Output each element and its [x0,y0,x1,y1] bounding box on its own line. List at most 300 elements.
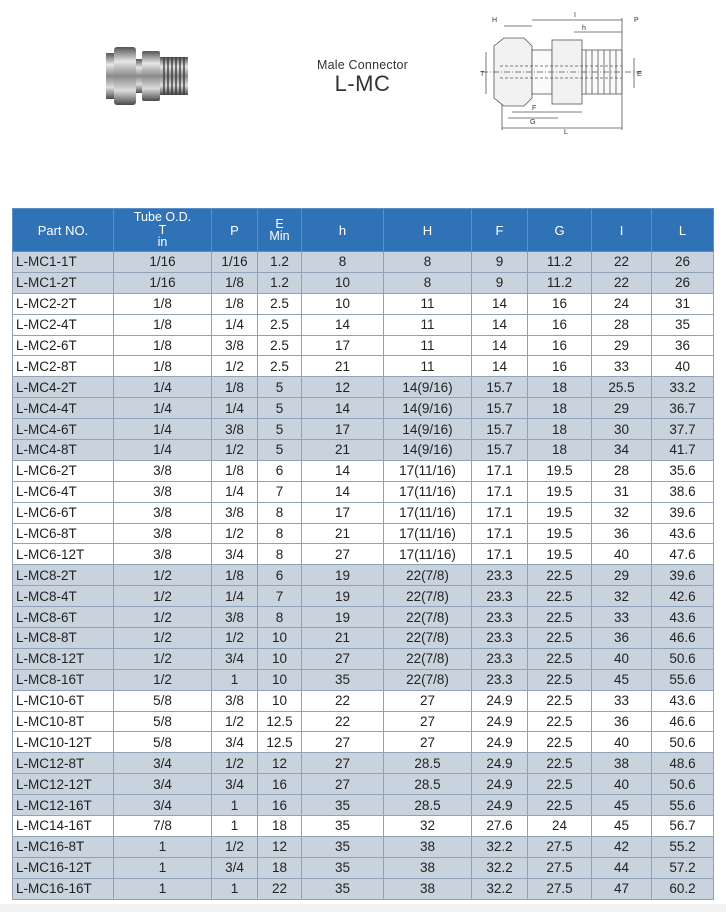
cell-tube-od: 1/8 [114,356,212,377]
cell-h-small: 35 [302,816,384,837]
cell-h-small: 35 [302,836,384,857]
cell-g: 16 [528,293,592,314]
table-row [13,440,714,461]
header-l: L [652,209,714,252]
cell-h-big: 22(7/8) [384,628,472,649]
cell-g: 22.5 [528,690,592,711]
cell-part-no: L-MC2-6T [13,335,114,356]
cell-part-no: L-MC2-8T [13,356,114,377]
cell-e-min: 7 [258,481,302,502]
table-row [13,669,714,690]
cell-f: 24.9 [472,774,528,795]
cell-part-no: L-MC8-8T [13,628,114,649]
cell-g: 22.5 [528,732,592,753]
cell-h-small: 17 [302,335,384,356]
drawing-label-I: I [574,12,576,19]
cell-l: 43.6 [652,690,714,711]
cell-h-small: 21 [302,356,384,377]
cell-part-no: L-MC6-6T [13,502,114,523]
cell-i: 34 [592,440,652,461]
table-row [13,481,714,502]
cell-g: 19.5 [528,523,592,544]
cell-l: 33.2 [652,377,714,398]
cell-f: 14 [472,335,528,356]
cell-l: 55.6 [652,669,714,690]
cell-i: 42 [592,836,652,857]
cell-e-min: 6 [258,565,302,586]
cell-h-big: 8 [384,272,472,293]
cell-g: 22.5 [528,753,592,774]
cell-tube-od: 1/2 [114,607,212,628]
table-row [13,377,714,398]
cell-part-no: L-MC12-16T [13,795,114,816]
cell-e-min: 5 [258,377,302,398]
cell-g: 18 [528,398,592,419]
cell-f: 14 [472,293,528,314]
cell-l: 36 [652,335,714,356]
cell-h-big: 32 [384,816,472,837]
header-e-line1: E [275,216,284,231]
product-model: L-MC [334,71,391,96]
cell-h-big: 11 [384,293,472,314]
cell-g: 22.5 [528,774,592,795]
cell-f: 15.7 [472,398,528,419]
cell-f: 24.9 [472,690,528,711]
cell-g: 27.5 [528,836,592,857]
cell-p: 3/8 [212,690,258,711]
table-row [13,607,714,628]
cell-h-big: 27 [384,711,472,732]
cell-p: 1/2 [212,628,258,649]
cell-part-no: L-MC12-12T [13,774,114,795]
cell-p: 3/8 [212,335,258,356]
cell-h-small: 14 [302,398,384,419]
cell-f: 17.1 [472,544,528,565]
cell-g: 11.2 [528,252,592,273]
cell-g: 22.5 [528,628,592,649]
cell-p: 1/2 [212,836,258,857]
cell-e-min: 10 [258,628,302,649]
table-row [13,272,714,293]
cell-tube-od: 1/4 [114,398,212,419]
cell-l: 37.7 [652,419,714,440]
table-row [13,836,714,857]
cell-e-min: 2.5 [258,314,302,335]
cell-part-no: L-MC4-4T [13,398,114,419]
cell-f: 24.9 [472,795,528,816]
cell-tube-od: 1 [114,878,212,899]
cell-i: 32 [592,502,652,523]
cell-l: 57.2 [652,857,714,878]
cell-e-min: 12.5 [258,711,302,732]
cell-h-big: 22(7/8) [384,565,472,586]
table-row [13,314,714,335]
cell-h-small: 19 [302,565,384,586]
cell-e-min: 8 [258,523,302,544]
cell-i: 24 [592,293,652,314]
cell-p: 1/16 [212,252,258,273]
cell-h-big: 17(11/16) [384,544,472,565]
table-header-row [13,209,714,252]
table-row [13,252,714,273]
table-row [13,523,714,544]
cell-f: 17.1 [472,502,528,523]
cell-i: 33 [592,690,652,711]
cell-tube-od: 1/2 [114,648,212,669]
cell-tube-od: 1/4 [114,377,212,398]
cell-f: 23.3 [472,607,528,628]
cell-h-big: 8 [384,252,472,273]
cell-i: 36 [592,523,652,544]
cell-p: 1 [212,878,258,899]
cell-l: 50.6 [652,732,714,753]
cell-i: 33 [592,607,652,628]
cell-l: 38.6 [652,481,714,502]
cell-tube-od: 1/16 [114,252,212,273]
cell-p: 3/4 [212,648,258,669]
cell-tube-od: 5/8 [114,690,212,711]
cell-h-small: 14 [302,460,384,481]
cell-tube-od: 3/8 [114,523,212,544]
cell-h-big: 11 [384,335,472,356]
cell-p: 3/4 [212,544,258,565]
cell-e-min: 10 [258,690,302,711]
cell-p: 1/8 [212,272,258,293]
spec-table-body [13,252,714,900]
cell-f: 15.7 [472,419,528,440]
cell-p: 1/2 [212,753,258,774]
cell-i: 44 [592,857,652,878]
cell-h-small: 27 [302,732,384,753]
header-p: P [212,209,258,252]
cell-h-small: 35 [302,857,384,878]
cell-l: 39.6 [652,502,714,523]
table-row [13,628,714,649]
cell-h-big: 38 [384,836,472,857]
cell-p: 3/8 [212,607,258,628]
cell-p: 1/8 [212,565,258,586]
cell-i: 40 [592,648,652,669]
cell-e-min: 2.5 [258,356,302,377]
cell-i: 30 [592,419,652,440]
cell-h-big: 22(7/8) [384,648,472,669]
cell-tube-od: 1/2 [114,565,212,586]
header-i: I [592,209,652,252]
cell-part-no: L-MC4-8T [13,440,114,461]
drawing-label-L: L [564,129,568,136]
cell-tube-od: 1 [114,857,212,878]
cell-h-small: 8 [302,252,384,273]
cell-tube-od: 5/8 [114,732,212,753]
cell-part-no: L-MC12-8T [13,753,114,774]
cell-g: 16 [528,356,592,377]
cell-f: 17.1 [472,460,528,481]
cell-p: 1 [212,795,258,816]
cell-h-small: 14 [302,481,384,502]
cell-tube-od: 3/8 [114,502,212,523]
cell-h-small: 21 [302,523,384,544]
cell-p: 1/2 [212,356,258,377]
cell-g: 22.5 [528,586,592,607]
cell-e-min: 7 [258,586,302,607]
cell-i: 36 [592,711,652,732]
cell-part-no: L-MC6-4T [13,481,114,502]
cell-f: 27.6 [472,816,528,837]
cell-p: 3/4 [212,732,258,753]
header-e-line2: Min [269,229,290,243]
table-row [13,878,714,899]
cell-l: 50.6 [652,774,714,795]
cell-part-no: L-MC8-6T [13,607,114,628]
cell-f: 32.2 [472,857,528,878]
cell-l: 50.6 [652,648,714,669]
header-h-small: h [302,209,384,252]
cell-h-big: 38 [384,857,472,878]
cell-tube-od: 3/8 [114,481,212,502]
cell-e-min: 1.2 [258,272,302,293]
cell-i: 28 [592,314,652,335]
cell-tube-od: 1/4 [114,419,212,440]
cell-f: 24.9 [472,732,528,753]
cell-g: 18 [528,419,592,440]
cell-tube-od: 1/2 [114,669,212,690]
cell-tube-od: 1/8 [114,293,212,314]
cell-f: 23.3 [472,669,528,690]
cell-i: 45 [592,816,652,837]
cell-g: 19.5 [528,544,592,565]
cell-h-small: 19 [302,607,384,628]
table-row [13,816,714,837]
product-title-block [300,58,425,97]
cell-l: 26 [652,252,714,273]
cell-h-small: 22 [302,690,384,711]
cell-tube-od: 3/4 [114,774,212,795]
cell-e-min: 18 [258,857,302,878]
cell-i: 40 [592,544,652,565]
cell-h-small: 14 [302,314,384,335]
cell-g: 22.5 [528,607,592,628]
cell-l: 46.6 [652,628,714,649]
cell-e-min: 1.2 [258,252,302,273]
cell-g: 19.5 [528,481,592,502]
table-row [13,774,714,795]
table-row [13,857,714,878]
cell-tube-od: 3/4 [114,795,212,816]
cell-part-no: L-MC6-8T [13,523,114,544]
cell-f: 23.3 [472,648,528,669]
cell-e-min: 8 [258,502,302,523]
cell-l: 55.2 [652,836,714,857]
cell-tube-od: 1/2 [114,586,212,607]
cell-part-no: L-MC16-16T [13,878,114,899]
cell-g: 16 [528,335,592,356]
cell-f: 9 [472,272,528,293]
cell-g: 11.2 [528,272,592,293]
cell-i: 29 [592,565,652,586]
cell-i: 47 [592,878,652,899]
cell-h-small: 21 [302,440,384,461]
cell-e-min: 16 [258,795,302,816]
cell-f: 17.1 [472,523,528,544]
cell-part-no: L-MC6-12T [13,544,114,565]
cell-f: 23.3 [472,586,528,607]
cell-e-min: 2.5 [258,335,302,356]
cell-i: 32 [592,586,652,607]
cell-h-big: 17(11/16) [384,481,472,502]
cell-g: 24 [528,816,592,837]
cell-h-big: 22(7/8) [384,607,472,628]
cell-h-big: 14(9/16) [384,419,472,440]
cell-l: 46.6 [652,711,714,732]
cell-p: 1/4 [212,481,258,502]
cell-e-min: 12 [258,753,302,774]
cell-l: 55.6 [652,795,714,816]
cell-e-min: 2.5 [258,293,302,314]
cell-tube-od: 1/2 [114,628,212,649]
header-tube-od-line3: in [157,235,168,250]
cell-e-min: 12 [258,836,302,857]
cell-h-big: 17(11/16) [384,460,472,481]
table-row [13,690,714,711]
cell-e-min: 5 [258,440,302,461]
cell-i: 25.5 [592,377,652,398]
cell-p: 1/8 [212,377,258,398]
cell-g: 22.5 [528,648,592,669]
cell-h-big: 22(7/8) [384,586,472,607]
cell-p: 1 [212,816,258,837]
cell-p: 1/2 [212,711,258,732]
drawing-label-h: h [582,25,586,32]
product-subtitle: Male Connector [316,58,409,72]
cell-h-small: 19 [302,586,384,607]
cell-h-big: 17(11/16) [384,523,472,544]
cell-g: 27.5 [528,878,592,899]
cell-h-big: 14(9/16) [384,440,472,461]
cell-h-big: 22(7/8) [384,669,472,690]
cell-f: 24.9 [472,711,528,732]
cell-h-small: 27 [302,753,384,774]
cell-i: 22 [592,252,652,273]
cell-i: 40 [592,774,652,795]
cell-i: 31 [592,481,652,502]
cell-i: 33 [592,356,652,377]
cell-i: 29 [592,398,652,419]
cell-f: 23.3 [472,628,528,649]
cell-l: 40 [652,356,714,377]
cell-i: 40 [592,732,652,753]
cell-part-no: L-MC8-12T [13,648,114,669]
cell-e-min: 8 [258,544,302,565]
cell-e-min: 16 [258,774,302,795]
cell-part-no: L-MC6-2T [13,460,114,481]
cell-g: 18 [528,377,592,398]
cell-h-small: 27 [302,774,384,795]
cell-e-min: 5 [258,419,302,440]
cell-h-small: 17 [302,419,384,440]
cell-f: 23.3 [472,565,528,586]
cell-h-small: 35 [302,795,384,816]
cell-p: 1/4 [212,314,258,335]
cell-h-small: 21 [302,628,384,649]
cell-e-min: 12.5 [258,732,302,753]
cell-p: 3/8 [212,419,258,440]
cell-g: 22.5 [528,565,592,586]
cell-f: 17.1 [472,481,528,502]
cell-e-min: 5 [258,398,302,419]
cell-g: 22.5 [528,669,592,690]
cell-l: 43.6 [652,607,714,628]
cell-h-big: 28.5 [384,774,472,795]
bottom-band [0,904,726,912]
cell-p: 1/2 [212,523,258,544]
cell-tube-od: 1/8 [114,314,212,335]
table-row [13,753,714,774]
cell-h-big: 14(9/16) [384,377,472,398]
cell-part-no: L-MC1-1T [13,252,114,273]
header-tube-od-line2: T [158,222,167,237]
drawing-label-E: E [637,71,642,78]
table-row [13,795,714,816]
cell-h-small: 35 [302,669,384,690]
cell-g: 16 [528,314,592,335]
cell-f: 32.2 [472,836,528,857]
table-row [13,335,714,356]
cell-h-big: 11 [384,356,472,377]
cell-part-no: L-MC14-16T [13,816,114,837]
header-part-no: Part NO. [13,209,114,252]
cell-l: 47.6 [652,544,714,565]
cell-part-no: L-MC8-16T [13,669,114,690]
drawing-label-P: P [634,17,639,24]
cell-l: 31 [652,293,714,314]
cell-g: 18 [528,440,592,461]
cell-part-no: L-MC16-8T [13,836,114,857]
cell-g: 19.5 [528,460,592,481]
cell-e-min: 18 [258,816,302,837]
cell-l: 48.6 [652,753,714,774]
table-row [13,711,714,732]
cell-tube-od: 3/8 [114,544,212,565]
table-row [13,419,714,440]
cell-l: 42.6 [652,586,714,607]
product-photo [104,45,190,107]
cell-h-small: 27 [302,648,384,669]
cell-h-big: 14(9/16) [384,398,472,419]
cell-f: 14 [472,356,528,377]
cell-i: 29 [592,335,652,356]
header-e-min [258,209,302,252]
cell-l: 35 [652,314,714,335]
header-g: G [528,209,592,252]
cell-h-big: 28.5 [384,795,472,816]
cell-tube-od: 3/8 [114,460,212,481]
cell-g: 22.5 [528,795,592,816]
cell-e-min: 22 [258,878,302,899]
cell-f: 32.2 [472,878,528,899]
cell-part-no: L-MC4-2T [13,377,114,398]
cell-part-no: L-MC1-2T [13,272,114,293]
drawing-label-T: T [480,71,485,78]
table-row [13,565,714,586]
cell-tube-od: 1/16 [114,272,212,293]
cell-p: 1/2 [212,440,258,461]
product-header [0,0,726,200]
cell-i: 36 [592,628,652,649]
cell-h-small: 17 [302,502,384,523]
cell-h-small: 10 [302,293,384,314]
cell-g: 22.5 [528,711,592,732]
cell-i: 28 [592,460,652,481]
